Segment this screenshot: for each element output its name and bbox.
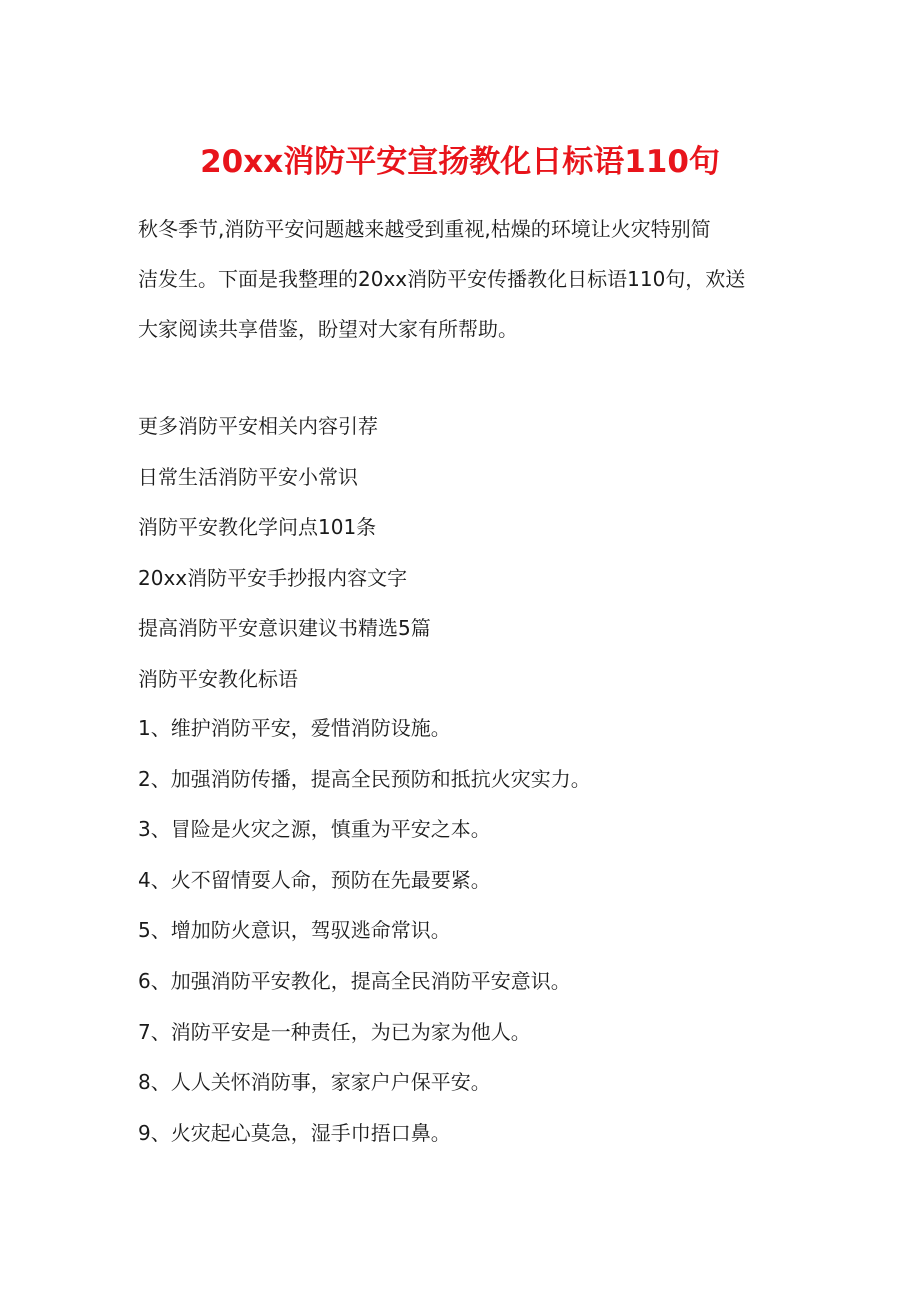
intro-line: 秋冬季节,消防平安问题越来越受到重视,枯燥的环境让火灾特别简 xyxy=(138,217,711,241)
slogan-item: 1、维护消防平安，爱惜消防设施。 xyxy=(138,716,451,740)
slogan-item: 5、增加防火意识，驾驭逃命常识。 xyxy=(138,918,451,943)
related-link-proposal[interactable]: 提高消防平安意识建议书精选5篇 xyxy=(138,616,431,641)
slogan-item: 7、消防平安是一种责任，为已为家为他人。 xyxy=(138,1019,531,1044)
related-link-daily-fire-safety[interactable]: 日常生活消防平安小常识 xyxy=(138,464,358,489)
slogan-item: 3、冒险是火灾之源，慎重为平安之本。 xyxy=(138,817,491,842)
related-content-list xyxy=(138,401,788,705)
document-title: 20xx消防平安宣扬教化日标语110句 xyxy=(200,144,720,180)
slogan-item: 8、人人关怀消防事，家家户户保平安。 xyxy=(138,1070,491,1095)
related-link-handwritten-newspaper[interactable]: 20xx消防平安手抄报内容文字 xyxy=(138,565,408,590)
intro-line: 大家阅读共享借鉴，盼望对大家有所帮助。 xyxy=(138,317,518,341)
slogan-list xyxy=(138,703,788,1158)
intro-line: 洁发生。下面是我整理的20xx消防平安传播教化日标语110句，欢送 xyxy=(138,267,746,291)
related-heading: 更多消防平安相关内容引荐 xyxy=(138,414,378,438)
slogan-item: 9、火灾起心莫急，湿手巾捂口鼻。 xyxy=(138,1120,451,1145)
slogan-item: 2、加强消防传播，提高全民预防和抵抗火灾实力。 xyxy=(138,766,591,791)
related-link-knowledge-points[interactable]: 消防平安教化学问点101条 xyxy=(138,515,377,540)
section-heading: 消防平安教化标语 xyxy=(138,666,298,691)
slogan-item: 4、火不留情耍人命，预防在先最要紧。 xyxy=(138,867,491,892)
slogan-item: 6、加强消防平安教化，提高全民消防平安意识。 xyxy=(138,968,571,993)
intro-paragraph xyxy=(138,204,788,354)
